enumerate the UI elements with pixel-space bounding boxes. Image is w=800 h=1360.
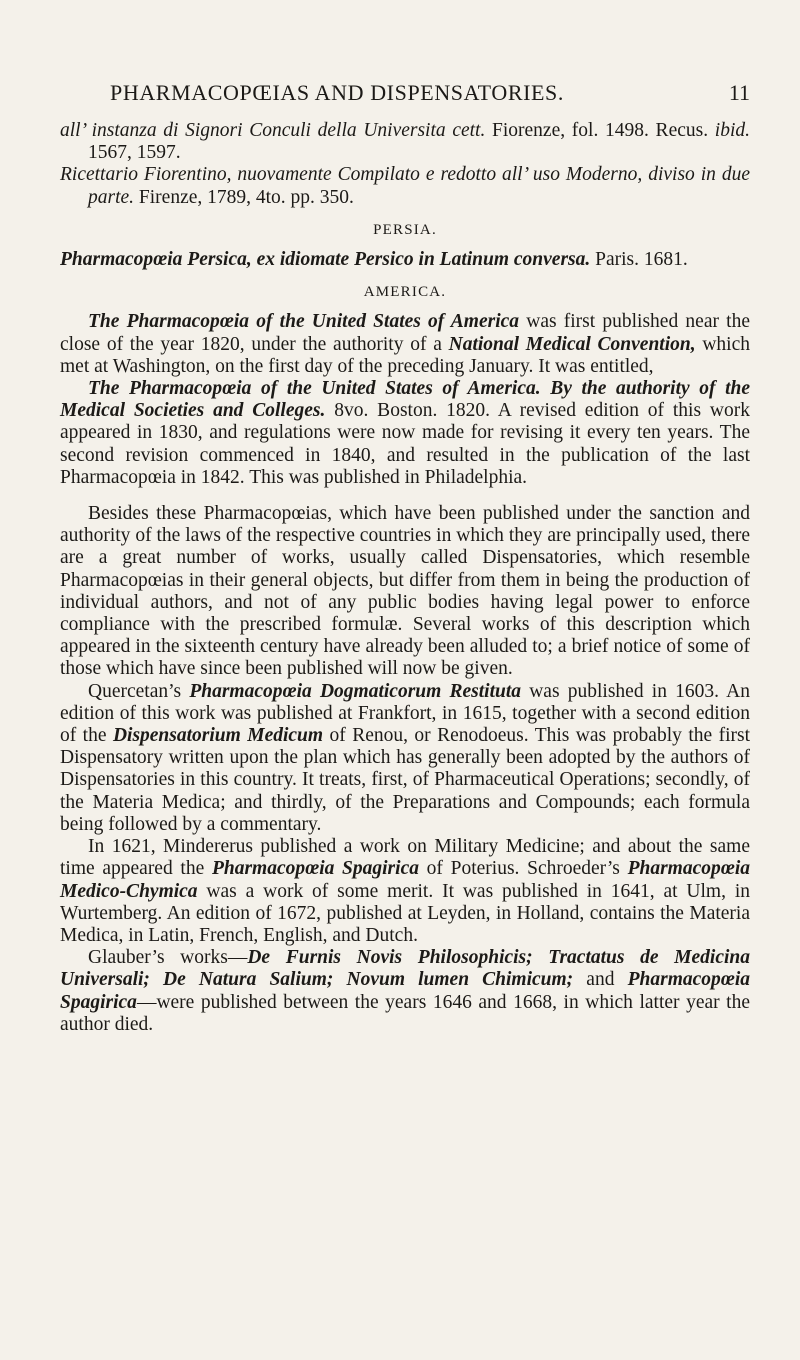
glauber-text-end: —were published between the years 1646 and 1668, in which latter year the author died. [60,991,750,1035]
schroeder-title: Pharmacopœia Medico-Chymica [60,858,750,902]
paragraph-gap [60,489,750,503]
schroeder-text: of Poterius. Schroeder’s [418,858,628,880]
america-p1-text-end: which met at Washington, on the first day of the preceding January. It was entitled, [60,333,751,377]
italy-entry-1-ibid: ibid. [714,120,750,141]
dispensatories-paragraph-4 [60,947,750,1036]
glauber-and: and [573,969,628,991]
america-p1-text: was first published near the close of the year 1820, under the authority of a [60,311,750,355]
quercetan-text-2: was published in 1603. An edition of this work was published at Frankfort, in 1615, together with a second edition of the [60,680,750,747]
dispensatories-paragraph-2 [60,681,750,836]
glauber-pharmacopoeia-title: Pharmacopœia Spagirica [60,969,751,1013]
persia-entry-imprint: Paris. 1681. [590,249,688,271]
america-convention: National Medical Convention, [448,333,696,355]
italy-entry-1-years: 1567, 1597. [88,142,181,164]
page-body [60,120,750,1036]
schroeder-text-2: was a work of some merit. It was published in 1641, at Ulm, in Wurtemberg. An edition of 1672, published at Leyden, in Holland, contains the Materia Medica, in Latin, French, English, and Dutch. [60,880,750,946]
renou-text: of Renou, or Renodoeus. This was probably the first Dispensatory written upon the plan which has generally been adopted by the authors of Dispensatories in this country. It treats, first, of Pharmaceutical Operations; secondly, of the Materia Medica; and thirdly, of the Preparations and Compounds; each formula being followed by a commentary. [60,725,750,835]
dispensatories-paragraph-1: Besides these Pharmacopœias, which have been published under the sanction and authority of the laws of the respective countries in which they are principally used, there are a great number of works, usually called Dispensatories, which resemble Pharmacopœias in their general objects, but differ from them in being the production of individual authors, and not of any public bodies having legal power to enforce compliance with the prescribed formulæ. Several works of this description which appeared in the sixteenth century have already been alluded to; a brief notice of some of those which have since been published will now be given. [60,503,750,680]
running-header [110,80,750,110]
america-usp-title: The Pharmacopœia of the United States of America [88,311,520,333]
italy-entry-1-imprint: Fiorenze, fol. 1498. Recus. [485,120,715,141]
glauber-titles: De Furnis Novis Philosophicis; Tractatus de Medicina Universali; De Natura Salium; Novum lumen Chimicum; [60,947,750,991]
italy-entry-2-title: Ricettario Fiorentino, nuovamente Compilato e redotto all’ uso Moderno, diviso in due parte. [60,164,750,208]
running-title: PHARMACOPŒIAS AND DISPENSATORIES. [110,80,564,105]
italy-entry-1 [60,120,750,164]
page-number: 11 [728,80,750,105]
italy-entry-2-imprint: Firenze, 1789, 4to. pp. 350. [134,186,354,208]
renou-title: Dispensatorium Medicum [112,725,324,747]
america-paragraph-1 [60,311,750,378]
poterius-title: Pharmacopœia Spagirica [211,858,419,880]
section-heading-america: AMERICA. [363,284,447,301]
section-heading-persia: PERSIA. [373,221,437,238]
persia-entry [60,249,750,271]
quercetan-title: Pharmacopœia Dogmaticorum Restituta [189,680,522,702]
america-p2-text: 8vo. Boston. 1820. A revised edition of this work appeared in 1830, and regulations were now made for revising it every ten years. The second revision commenced in 1840, and resulted in the publication of the last Pharmacopœia in 1842. This was published in Philadelphia. [60,400,750,488]
america-usp-full-title: The Pharmacopœia of the United States of America. By the authority of the Medical Societies and Colleges. [60,378,750,422]
persia-entry-title: Pharmacopœia Persica, ex idiomate Persico in Latinum conversa. [60,249,591,271]
italy-entry-1-title: all’ instanza di Signori Conculi della Universita cett. [60,120,486,141]
dispensatories-paragraph-3 [60,836,750,947]
mindererus-text: In 1621, Mindererus published a work on Military Medicine; and about the same time appeared the [60,836,750,880]
glauber-text: Glauber’s works— [88,947,248,969]
america-paragraph-2 [60,378,750,489]
quercetan-text: Quercetan’s [88,680,190,702]
italy-entry-2 [60,164,750,208]
